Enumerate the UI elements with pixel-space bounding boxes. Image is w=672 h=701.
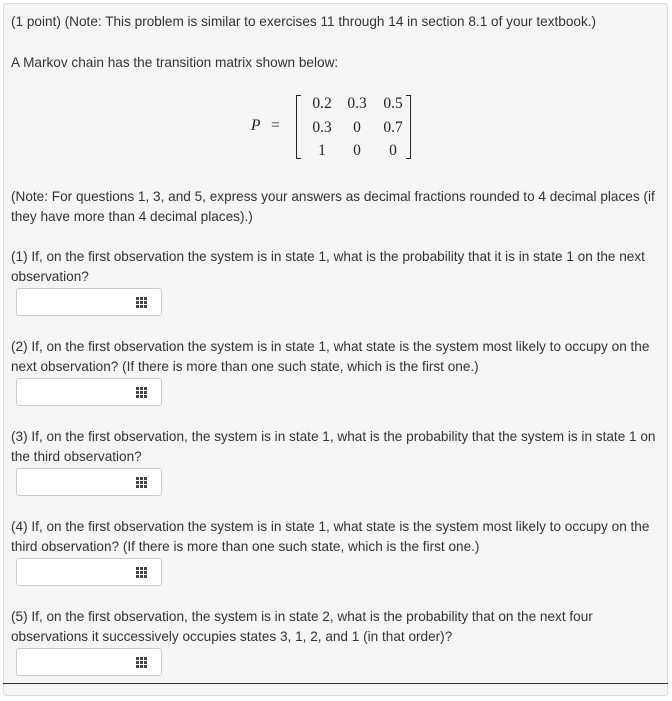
matrix-cell: 0 [389, 142, 397, 159]
grid-icon[interactable] [136, 297, 147, 308]
matrix-cell: 0.7 [383, 119, 403, 136]
question-5-text: (5) If, on the first observation, the system is in state 2, what is the probability that on the next four observations it successively occupies states 3, 1, 2, and 1 (in that order)? [11, 609, 593, 644]
transition-matrix [251, 88, 431, 163]
matrix-cell: 0.3 [347, 95, 367, 112]
matrix-cell: 0 [353, 119, 361, 136]
question-2-text: (2) If, on the first observation the system is in state 1, what state is the system most likely to occupy on the next observation? (If there is more than one such state, which is the first one.) [11, 339, 650, 374]
question-1-text: (1) If, on the first observation the system is in state 1, what is the probability that it is in state 1 on the next observation? [11, 249, 645, 284]
matrix-cell: 0.5 [383, 95, 403, 112]
answer-box-3 [16, 468, 162, 496]
answer-box-4 [16, 558, 162, 586]
question-3-text: (3) If, on the first observation, the system is in state 1, what is the probability that the system is in state 1 on the third observation? [11, 429, 656, 464]
problem-intro: A Markov chain has the transition matrix shown below: [11, 55, 339, 70]
grid-icon[interactable] [136, 567, 147, 578]
problem-header: (1 point) (Note: This problem is similar to exercises 11 through 14 in section 8.1 of your textbook.) [11, 14, 597, 29]
matrix-cell: 0.2 [312, 95, 332, 112]
answer-input-1[interactable] [17, 289, 129, 315]
matrix-label: P [251, 117, 261, 134]
grid-icon[interactable] [136, 657, 147, 668]
matrix-equals: = [271, 117, 280, 134]
matrix-left-bracket [296, 95, 301, 159]
answer-box-1 [16, 288, 162, 316]
grid-icon[interactable] [136, 387, 147, 398]
answer-input-3[interactable] [17, 469, 129, 495]
answer-input-5[interactable] [17, 649, 129, 675]
answer-box-5 [16, 648, 162, 676]
answer-input-4[interactable] [17, 559, 129, 585]
question-4-text: (4) If, on the first observation the system is in state 1, what state is the system most likely to occupy on the third observation? (If there is more than one such state, which is the first one.) [11, 519, 650, 554]
matrix-cell: 1 [318, 142, 326, 159]
answer-input-2[interactable] [17, 379, 129, 405]
matrix-cell: 0 [353, 142, 361, 159]
matrix-cell: 0.3 [312, 119, 332, 136]
grid-icon[interactable] [136, 477, 147, 488]
answer-box-2 [16, 378, 162, 406]
problem-note: (Note: For questions 1, 3, and 5, express your answers as decimal fractions rounded to 4 decimal places (if they have more than 4 decimal places).) [11, 189, 655, 224]
bottom-divider [3, 683, 668, 684]
